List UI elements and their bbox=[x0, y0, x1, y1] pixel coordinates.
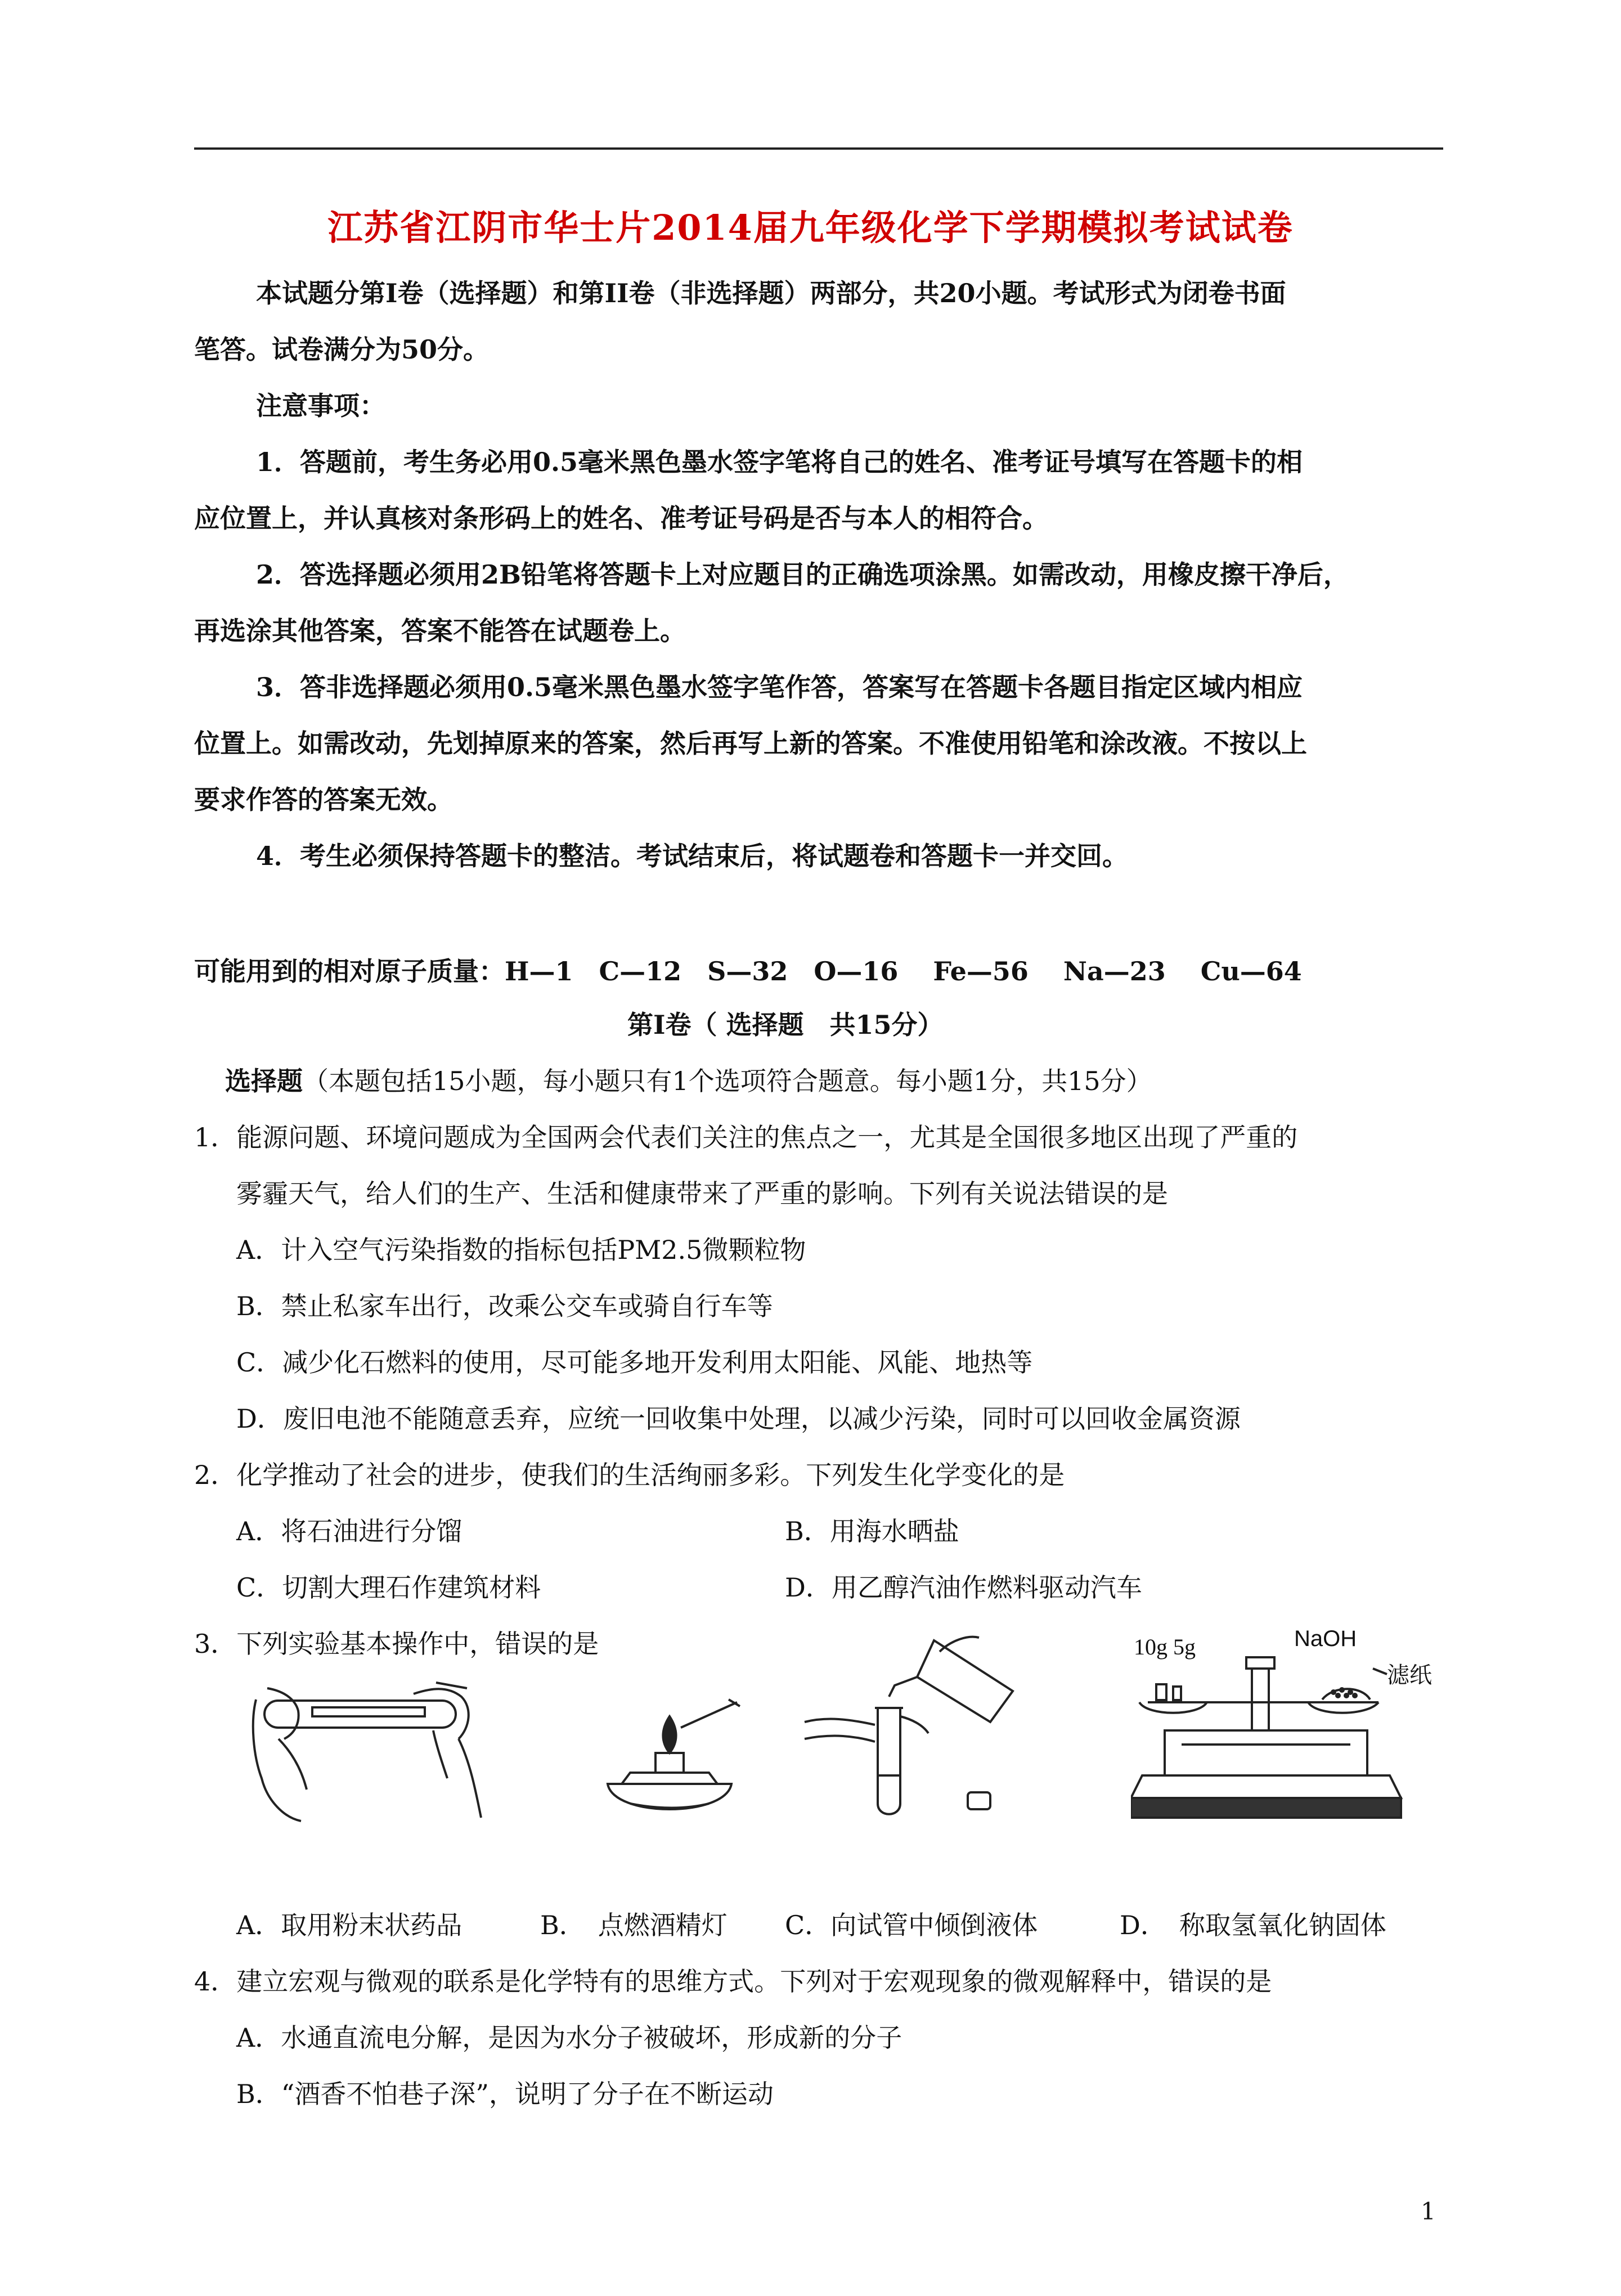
q3-option-c: C．向试管中倾倒液体 bbox=[785, 1910, 1038, 1940]
intro-line-1: 本试题分第I卷（选择题）和第II卷（非选择题）两部分，共20小题。考试形式为闭卷书面 bbox=[256, 278, 1286, 308]
balance-filter-paper-label: 滤纸 bbox=[1387, 1662, 1432, 1688]
q4-option-b: B．“酒香不怕巷子深”，说明了分子在不断运动 bbox=[236, 2079, 774, 2109]
q2-option-a: A．将石油进行分馏 bbox=[236, 1516, 462, 1546]
notice-item-4: 4．考生必须保持答题卡的整洁。考试结束后，将试题卷和答题卡一并交回。 bbox=[256, 841, 1129, 871]
section-intro bbox=[225, 1061, 1152, 1098]
figure-alcohol-lamp bbox=[596, 1694, 743, 1829]
notice-item-1-line-1: 1．答题前，考生务必用0.5毫米黑色墨水签字笔将自己的姓名、准考证号填写在答题卡的相 bbox=[256, 447, 1303, 477]
q4-option-a: A．水通直流电分解，是因为水分子被破坏，形成新的分子 bbox=[236, 2023, 902, 2053]
page-title: 江苏省江阴市华士片2014届九年级化学下学期模拟考试试卷 bbox=[327, 207, 1294, 248]
intro-line-2: 笔答。试卷满分为50分。 bbox=[194, 334, 490, 365]
q2-stem: 2．化学推动了社会的进步，使我们的生活绚丽多彩。下列发生化学变化的是 bbox=[194, 1460, 1065, 1490]
q1-option-a: A．计入空气污染指数的指标包括PM2.5微颗粒物 bbox=[236, 1235, 806, 1265]
q1-option-d: D．废旧电池不能随意丢弃，应统一回收集中处理，以减少污染，同时可以回收金属资源 bbox=[236, 1403, 1241, 1434]
q3-option-b: B． 点燃酒精灯 bbox=[540, 1910, 728, 1940]
q2-option-c: C．切割大理石作建筑材料 bbox=[236, 1572, 541, 1603]
q4-stem: 4．建立宏观与微观的联系是化学特有的思维方式。下列对于宏观现象的微观解释中，错误的是 bbox=[194, 1966, 1272, 1997]
notice-item-2-line-2: 再选涂其他答案，答案不能答在试题卷上。 bbox=[194, 616, 686, 646]
q1-option-c: C．减少化石燃料的使用，尽可能多地开发利用太阳能、风能、地热等 bbox=[236, 1347, 1033, 1378]
q3-stem: 3．下列实验基本操作中，错误的是 bbox=[194, 1629, 599, 1659]
figure-balance-naoh bbox=[1131, 1624, 1446, 1832]
q2-option-b: B．用海水晒盐 bbox=[785, 1516, 959, 1546]
section-intro-text: （本题包括15小题，每小题只有1个选项符合题意。每小题1分，共15分） bbox=[303, 1066, 1152, 1096]
q1-stem-line-2: 雾霾天气，给人们的生产、生活和健康带来了严重的影响。下列有关说法错误的是 bbox=[236, 1178, 1168, 1209]
balance-weights-label: 10g 5g bbox=[1134, 1634, 1196, 1660]
notice-heading: 注意事项： bbox=[256, 391, 385, 421]
q3-option-d: D． 称取氢氧化钠固体 bbox=[1120, 1910, 1386, 1940]
atomic-masses: 可能用到的相对原子质量：H—1 C—12 S—32 O—16 Fe—56 Na—23 Cu—64 bbox=[194, 956, 1302, 986]
q2-option-d: D．用乙醇汽油作燃料驱动汽车 bbox=[785, 1572, 1142, 1603]
figure-pour-liquid bbox=[799, 1624, 1024, 1826]
section-title: 第I卷（ 选择题 共15分） bbox=[627, 1010, 944, 1040]
section-intro-label: 选择题 bbox=[225, 1066, 303, 1096]
q3-option-a: A．取用粉末状药品 bbox=[236, 1910, 462, 1940]
figure-powder-test-tube bbox=[245, 1666, 498, 1823]
notice-item-1-line-2: 应位置上，并认真核对条形码上的姓名、准考证号码是否与本人的相符合。 bbox=[194, 503, 1048, 533]
notice-item-3-line-2: 位置上。如需改动，先划掉原来的答案，然后再写上新的答案。不准使用铅笔和涂改液。不按以上 bbox=[194, 728, 1307, 759]
header-rule bbox=[194, 147, 1443, 150]
q1-option-b: B．禁止私家车出行，改乘公交车或骑自行车等 bbox=[236, 1291, 773, 1321]
q1-stem-line-1: 1．能源问题、环境问题成为全国两会代表们关注的焦点之一，尤其是全国很多地区出现了严重的 bbox=[194, 1122, 1298, 1153]
notice-item-3-line-3: 要求作答的答案无效。 bbox=[194, 784, 453, 815]
notice-item-3-line-1: 3．答非选择题必须用0.5毫米黑色墨水签字笔作答，答案写在答题卡各题目指定区域内相应 bbox=[256, 672, 1303, 702]
notice-item-2-line-1: 2．答选择题必须用2B铅笔将答题卡上对应题目的正确选项涂黑。如需改动，用橡皮擦干净后， bbox=[256, 559, 1349, 590]
page-number: 1 bbox=[1421, 2198, 1436, 2225]
balance-naoh-label: NaOH bbox=[1294, 1626, 1357, 1651]
